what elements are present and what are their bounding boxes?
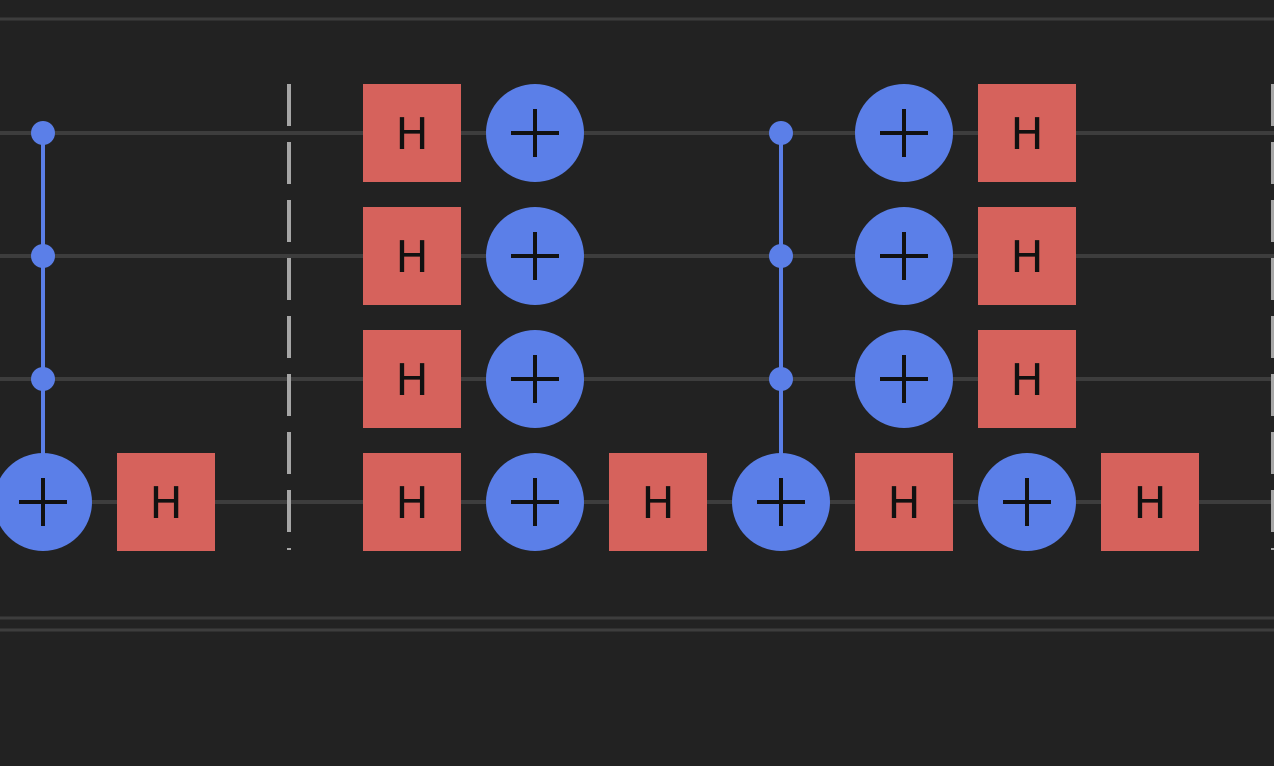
x-gate — [486, 330, 584, 428]
h-gate — [978, 330, 1076, 428]
h-gate-label: H — [395, 478, 429, 529]
h-gate-label: H — [887, 478, 921, 529]
h-gate — [1101, 453, 1199, 551]
h-gate — [363, 330, 461, 428]
h-gate — [978, 84, 1076, 182]
gate-layer — [0, 84, 1199, 551]
h-gate — [363, 84, 461, 182]
x-gate — [855, 84, 953, 182]
control-dot — [769, 367, 793, 391]
control-dot — [31, 121, 55, 145]
h-gate — [117, 453, 215, 551]
x-gate — [855, 330, 953, 428]
h-gate-label: H — [395, 109, 429, 160]
h-gate — [855, 453, 953, 551]
x-gate — [486, 453, 584, 551]
h-gate-label: H — [1010, 109, 1044, 160]
control-dot — [31, 244, 55, 268]
h-gate-label: H — [641, 478, 675, 529]
x-gate — [486, 207, 584, 305]
h-gate-label: H — [1010, 232, 1044, 283]
h-gate-label: H — [395, 355, 429, 406]
h-gate — [609, 453, 707, 551]
h-gate-label: H — [395, 232, 429, 283]
h-gate-label: H — [149, 478, 183, 529]
x-gate — [486, 84, 584, 182]
multi-controlled-x-gate — [0, 121, 92, 551]
h-gate — [978, 207, 1076, 305]
x-gate — [978, 453, 1076, 551]
control-dot — [769, 244, 793, 268]
h-gate-label: H — [1133, 478, 1167, 529]
h-gate-label: H — [1010, 355, 1044, 406]
multi-controlled-x-gate — [732, 121, 830, 551]
control-dot — [769, 121, 793, 145]
x-gate — [855, 207, 953, 305]
h-gate — [363, 453, 461, 551]
h-gate — [363, 207, 461, 305]
control-dot — [31, 367, 55, 391]
